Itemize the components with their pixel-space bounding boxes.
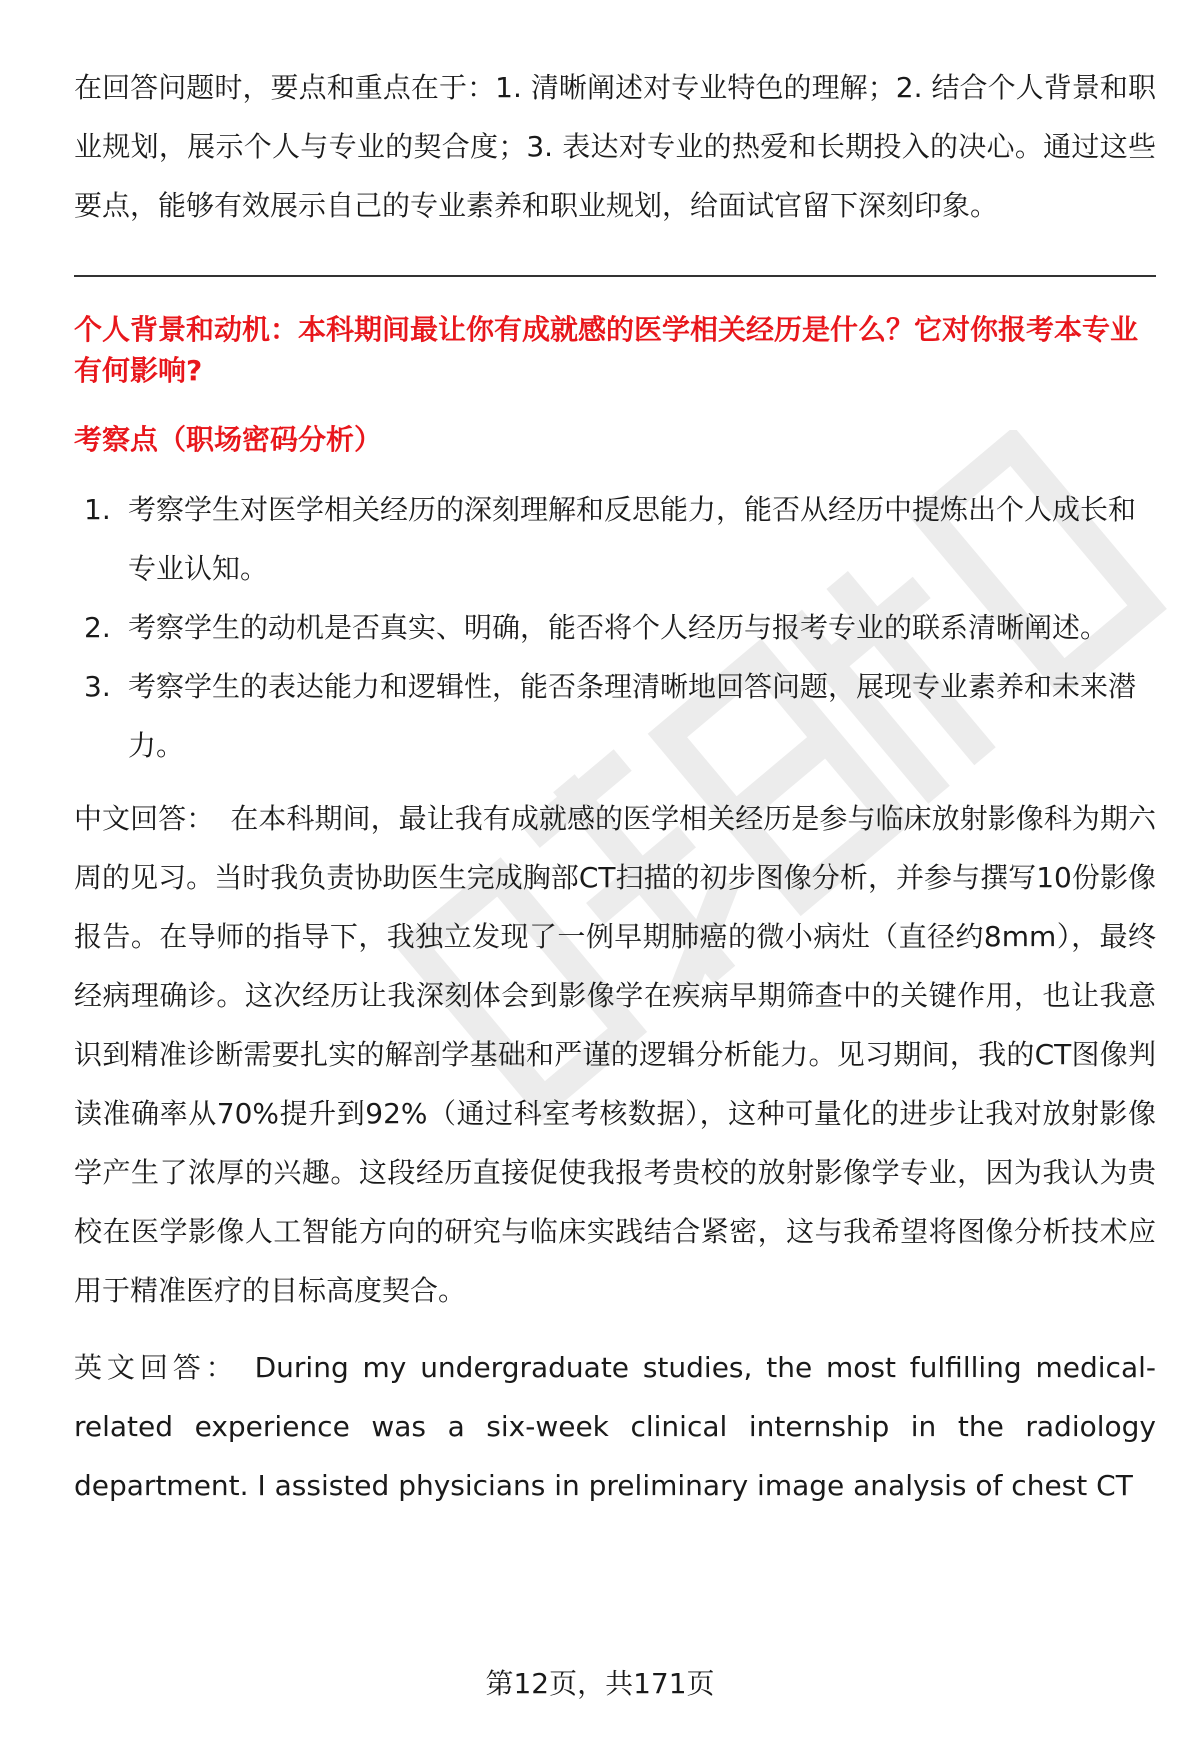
section-divider	[74, 275, 1156, 277]
document-content	[74, 58, 1156, 1515]
intro-paragraph: 在回答问题时，要点和重点在于：1. 清晰阐述对专业特色的理解；2. 结合个人背景和职业规划，展示个人与专业的契合度；3. 表达对专业的热爱和长期投入的决心。通过这些要点，能够有效展示自己的专业素养和职业规划，给面试官留下深刻印象。	[74, 71, 1156, 222]
analysis-point-text: 考察学生的动机是否真实、明确，能否将个人经历与报考专业的联系清晰阐述。	[128, 611, 1109, 644]
analysis-point	[74, 480, 1156, 598]
analysis-heading: 考察点（职场密码分析）	[74, 423, 383, 456]
analysis-point-text: 考察学生的表达能力和逻辑性，能否条理清晰地回答问题，展现专业素养和未来潜力。	[128, 670, 1137, 762]
english-answer-text: During my undergraduate studies, the most fulfilling medical-related experience was a six-week clinical internship in the radiology department. I assisted physicians in preliminary image analysis of chest CT	[74, 1351, 1156, 1502]
analysis-point-number: 1.	[84, 493, 111, 526]
analysis-point-number: 3.	[84, 670, 111, 703]
english-answer-label: 英文回答：	[74, 1351, 239, 1384]
analysis-point	[74, 657, 1156, 775]
chinese-answer-label: 中文回答：	[74, 802, 215, 835]
page-number-footer: 第12页，共171页	[485, 1667, 715, 1700]
analysis-point-text: 考察学生对医学相关经历的深刻理解和反思能力，能否从经历中提炼出个人成长和专业认知。	[128, 493, 1137, 585]
english-answer-paragraph	[74, 1338, 1156, 1515]
analysis-point-number: 2.	[84, 611, 111, 644]
analysis-point	[74, 598, 1156, 657]
question-heading: 个人背景和动机：本科期间最让你有成就感的医学相关经历是什么？它对你报考本专业有何影响?	[74, 313, 1139, 387]
chinese-answer-text: 在本科期间，最让我有成就感的医学相关经历是参与临床放射影像科为期六周的见习。当时我负责协助医生完成胸部CT扫描的初步图像分析，并参与撰写10份影像报告。在导师的指导下，我独立发现了一例早期肺癌的微小病灶（直径约8mm），最终经病理确诊。这次经历让我深刻体会到影像学在疾病早期筛查中的关键作用，也让我意识到精准诊断需要扎实的解剖学基础和严谨的逻辑分析能力。见习期间，我的CT图像判读准确率从70%提升到92%（通过科室考核数据），这种可量化的进步让我对放射影像学产生了浓厚的兴趣。这段经历直接促使我报考贵校的放射影像学专业，因为我认为贵校在医学影像人工智能方向的研究与临床实践结合紧密，这与我希望将图像分析技术应用于精准医疗的目标高度契合。	[74, 802, 1156, 1307]
analysis-points-list	[74, 480, 1156, 775]
chinese-answer-paragraph	[74, 789, 1156, 1320]
